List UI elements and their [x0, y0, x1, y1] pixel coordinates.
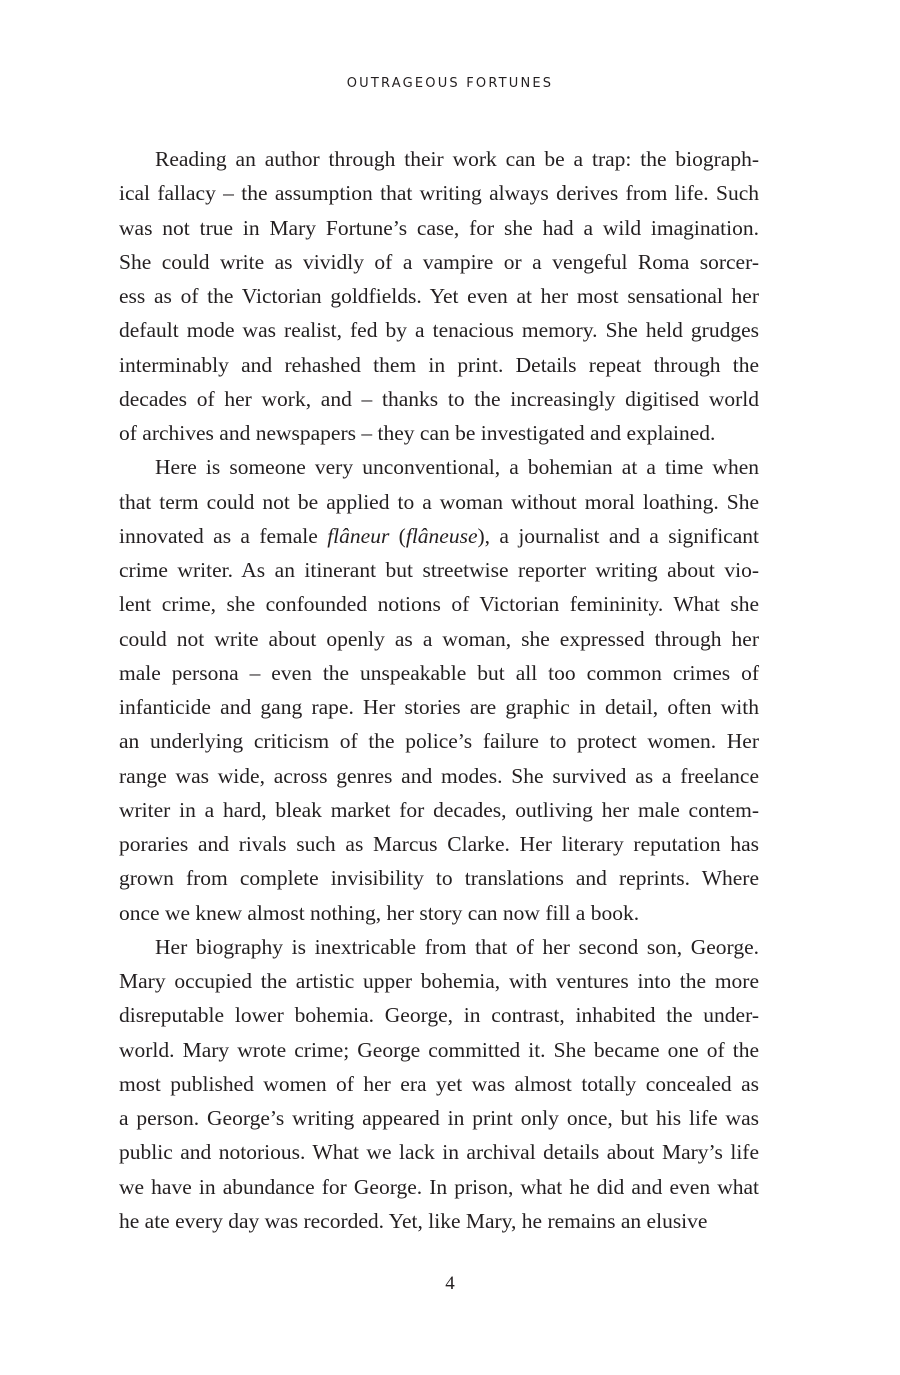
paragraph — [119, 930, 759, 1238]
text-line: Mary occupied the artistic upper bohemia, with ventures into the more — [119, 969, 759, 993]
text-line: of archives and newspapers – they can be investigated and explained. — [119, 421, 716, 445]
text-line: innovated as a female flâneur (flâneuse), a journalist and a significant — [119, 523, 759, 548]
running-head: OUTRAGEOUS FORTUNES — [346, 76, 554, 91]
text-line: default mode was realist, fed by a tenacious memory. She held grudges — [119, 318, 759, 343]
text-line: range was wide, across genres and modes. She survived as a freelance — [119, 763, 759, 788]
text-line: disreputable lower bohemia. George, in contrast, inhabited the under- — [119, 1003, 759, 1028]
text-line: he ate every day was recorded. Yet, like Mary, he remains an elusive — [119, 1208, 708, 1233]
text-line: once we knew almost nothing, her story can now fill a book. — [119, 900, 640, 925]
text-line: infanticide and gang rape. Her stories are graphic in detail, often with — [119, 695, 759, 719]
text-line: She could write as vividly of a vampire or a vengeful Roma sorcer- — [119, 249, 759, 274]
text-line: that term could not be applied to a woman without moral loathing. She — [119, 489, 759, 514]
text-line: ess as of the Victorian goldfields. Yet even at her most sensational her — [119, 284, 759, 308]
text-line: public and notorious. What we lack in archival details about Mary’s life — [119, 1140, 759, 1165]
text-line: ical fallacy – the assumption that writing always derives from life. Such — [119, 181, 759, 206]
text-line: male persona – even the unspeakable but all too common crimes of — [119, 660, 759, 685]
text-line: we have in abundance for George. In prison, what he did and even what — [119, 1174, 759, 1199]
text-line: writer in a hard, bleak market for decades, outliving her male contem- — [119, 797, 759, 822]
text-line: was not true in Mary Fortune’s case, for she had a wild imagination. — [119, 215, 759, 240]
italic-term: flâneur — [327, 523, 390, 548]
text-line: most published women of her era yet was almost totally concealed as — [119, 1071, 759, 1096]
page-number: 4 — [445, 1273, 455, 1294]
text-line: could not write about openly as a woman, she expressed through her — [119, 626, 759, 651]
text-line: crime writer. As an itinerant but streetwise reporter writing about vio- — [119, 558, 759, 582]
text-line: interminably and rehashed them in print. Details repeat through the — [119, 352, 759, 377]
text-line: poraries and rivals such as Marcus Clarke. Her literary reputation has — [119, 832, 759, 856]
text-line: lent crime, she confounded notions of Victorian femininity. What she — [119, 592, 759, 617]
paragraph — [119, 142, 759, 450]
text-line: an underlying criticism of the police’s failure to protect women. Her — [119, 729, 759, 754]
body-text — [119, 142, 759, 1238]
text-line: Her biography is inextricable from that of her second son, George. — [155, 934, 759, 959]
text-line: a person. George’s writing appeared in print only once, but his life was — [119, 1106, 759, 1130]
text-line: Reading an author through their work can be a trap: the biograph- — [155, 147, 759, 171]
paragraph — [119, 450, 759, 930]
text-line: decades of her work, and – thanks to the increasingly digitised world — [119, 386, 759, 411]
text-line: grown from complete invisibility to translations and reprints. Where — [119, 866, 759, 891]
text-line: world. Mary wrote crime; George committed it. She became one of the — [119, 1037, 759, 1062]
italic-term: flâneuse — [405, 523, 478, 548]
text-line: Here is someone very unconventional, a bohemian at a time when — [155, 455, 759, 480]
